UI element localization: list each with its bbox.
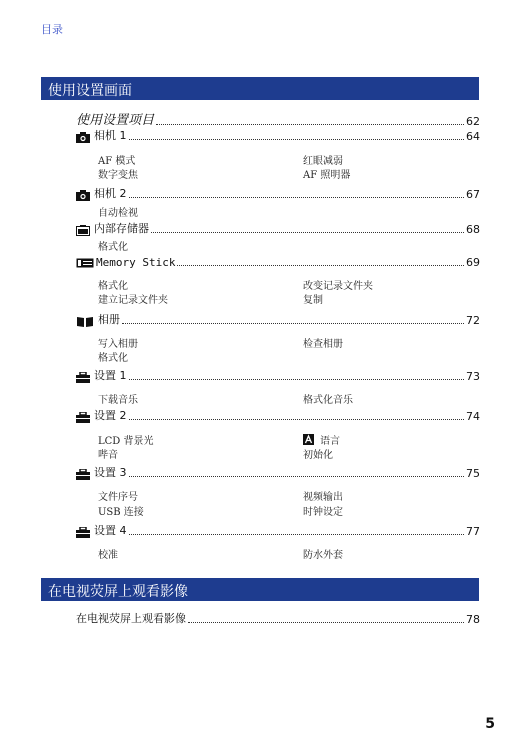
- sub-item-language[interactable]: [303, 432, 340, 447]
- language-icon: [303, 434, 314, 445]
- section-header-tv: [41, 578, 479, 601]
- toc-leader: [122, 323, 464, 324]
- sub-item[interactable]: 格式化: [98, 281, 128, 292]
- toc-entry-memory-stick[interactable]: [76, 254, 480, 269]
- toc-page: 73: [466, 370, 480, 383]
- sub-item[interactable]: 下载音乐: [98, 395, 138, 406]
- toc-label: 设置 1: [94, 369, 127, 382]
- toc-page: 74: [466, 410, 480, 423]
- sub-item[interactable]: 建立记录文件夹: [98, 295, 168, 306]
- page-number: 5: [485, 716, 495, 732]
- sub-item[interactable]: 红眼减弱: [303, 156, 343, 167]
- toc-entry-setup3[interactable]: [76, 465, 480, 480]
- album-icon: [76, 315, 98, 327]
- breadcrumb[interactable]: 目录: [41, 23, 63, 36]
- sub-item[interactable]: USB 连接: [98, 507, 144, 518]
- toc-entry-setup4[interactable]: [76, 523, 480, 538]
- toc-label: Memory Stick: [96, 256, 176, 269]
- toc-entry-setup2[interactable]: [76, 408, 480, 423]
- toolbox-icon: [76, 526, 94, 538]
- toc-entry-camera1[interactable]: [76, 128, 480, 143]
- toc-entry-internal-memory[interactable]: [76, 221, 480, 236]
- sub-item[interactable]: 检查相册: [303, 339, 343, 350]
- sub-item[interactable]: 时钟设定: [303, 507, 343, 518]
- toc-leader: [129, 419, 465, 420]
- sub-item[interactable]: AF 照明器: [303, 170, 351, 181]
- sub-item[interactable]: 自动检视: [98, 208, 138, 219]
- sub-item[interactable]: 数字变焦: [98, 170, 138, 181]
- toc-leader: [151, 232, 464, 233]
- toc-label: 使用设置项目: [76, 113, 155, 128]
- sub-item[interactable]: 哔音: [98, 450, 118, 461]
- toolbox-icon: [76, 468, 94, 480]
- toc-label: 在电视荧屏上观看影像: [76, 612, 186, 625]
- sub-item[interactable]: 格式化音乐: [303, 395, 353, 406]
- toc-label: 相册: [98, 313, 120, 326]
- toc-entry-settings-items[interactable]: [76, 110, 480, 128]
- toc-page: 67: [466, 188, 480, 201]
- toc-leader: [177, 265, 464, 266]
- toolbox-icon: [76, 371, 94, 383]
- sub-item[interactable]: 写入相册: [98, 339, 138, 350]
- toc-page: 62: [466, 115, 480, 128]
- sub-item-label: 语言: [320, 436, 340, 447]
- toc-entry-camera2[interactable]: [76, 186, 480, 201]
- sub-item[interactable]: 文件序号: [98, 492, 138, 503]
- toc-leader: [156, 124, 464, 125]
- sub-item[interactable]: 格式化: [98, 353, 128, 364]
- toc-leader: [188, 622, 464, 623]
- toc-leader: [129, 139, 465, 140]
- toc-page: 68: [466, 223, 480, 236]
- toc-page: 75: [466, 467, 480, 480]
- section-header-settings: [41, 77, 479, 100]
- sub-item[interactable]: 校准: [98, 550, 118, 561]
- toc-label: 设置 4: [94, 524, 127, 537]
- internal-memory-icon: [76, 224, 94, 236]
- camera-icon: [76, 131, 94, 143]
- toc-leader: [129, 379, 465, 380]
- sub-item[interactable]: 初始化: [303, 450, 333, 461]
- camera-icon: [76, 189, 94, 201]
- sub-item[interactable]: 格式化: [98, 242, 128, 253]
- toc-leader: [129, 476, 465, 477]
- toc-label: 相机 1: [94, 129, 127, 142]
- toc-page: 72: [466, 314, 480, 327]
- sub-item[interactable]: 改变记录文件夹: [303, 281, 373, 292]
- section-title: 使用设置画面: [48, 83, 132, 99]
- toc-leader: [129, 197, 465, 198]
- toc-label: 相机 2: [94, 187, 127, 200]
- toc-entry-album[interactable]: [76, 312, 480, 327]
- toc-label: 设置 3: [94, 466, 127, 479]
- sub-item[interactable]: 复制: [303, 295, 323, 306]
- sub-item[interactable]: AF 模式: [98, 156, 136, 167]
- sub-item[interactable]: 视频输出: [303, 492, 343, 503]
- toc-page: 64: [466, 130, 480, 143]
- toc-entry-setup1[interactable]: [76, 368, 480, 383]
- toc-label: 设置 2: [94, 409, 127, 422]
- toc-page: 77: [466, 525, 480, 538]
- section-title: 在电视荧屏上观看影像: [48, 584, 188, 600]
- toc-label: 内部存储器: [94, 222, 149, 235]
- toc-leader: [129, 534, 465, 535]
- sub-item[interactable]: 防水外套: [303, 550, 343, 561]
- toc-entry-tv-view[interactable]: [76, 611, 480, 626]
- toc-page: 69: [466, 256, 480, 269]
- toolbox-icon: [76, 411, 94, 423]
- sub-item[interactable]: LCD 背景光: [98, 436, 154, 447]
- toc-page: 78: [466, 613, 480, 626]
- memory-stick-icon: [76, 257, 96, 269]
